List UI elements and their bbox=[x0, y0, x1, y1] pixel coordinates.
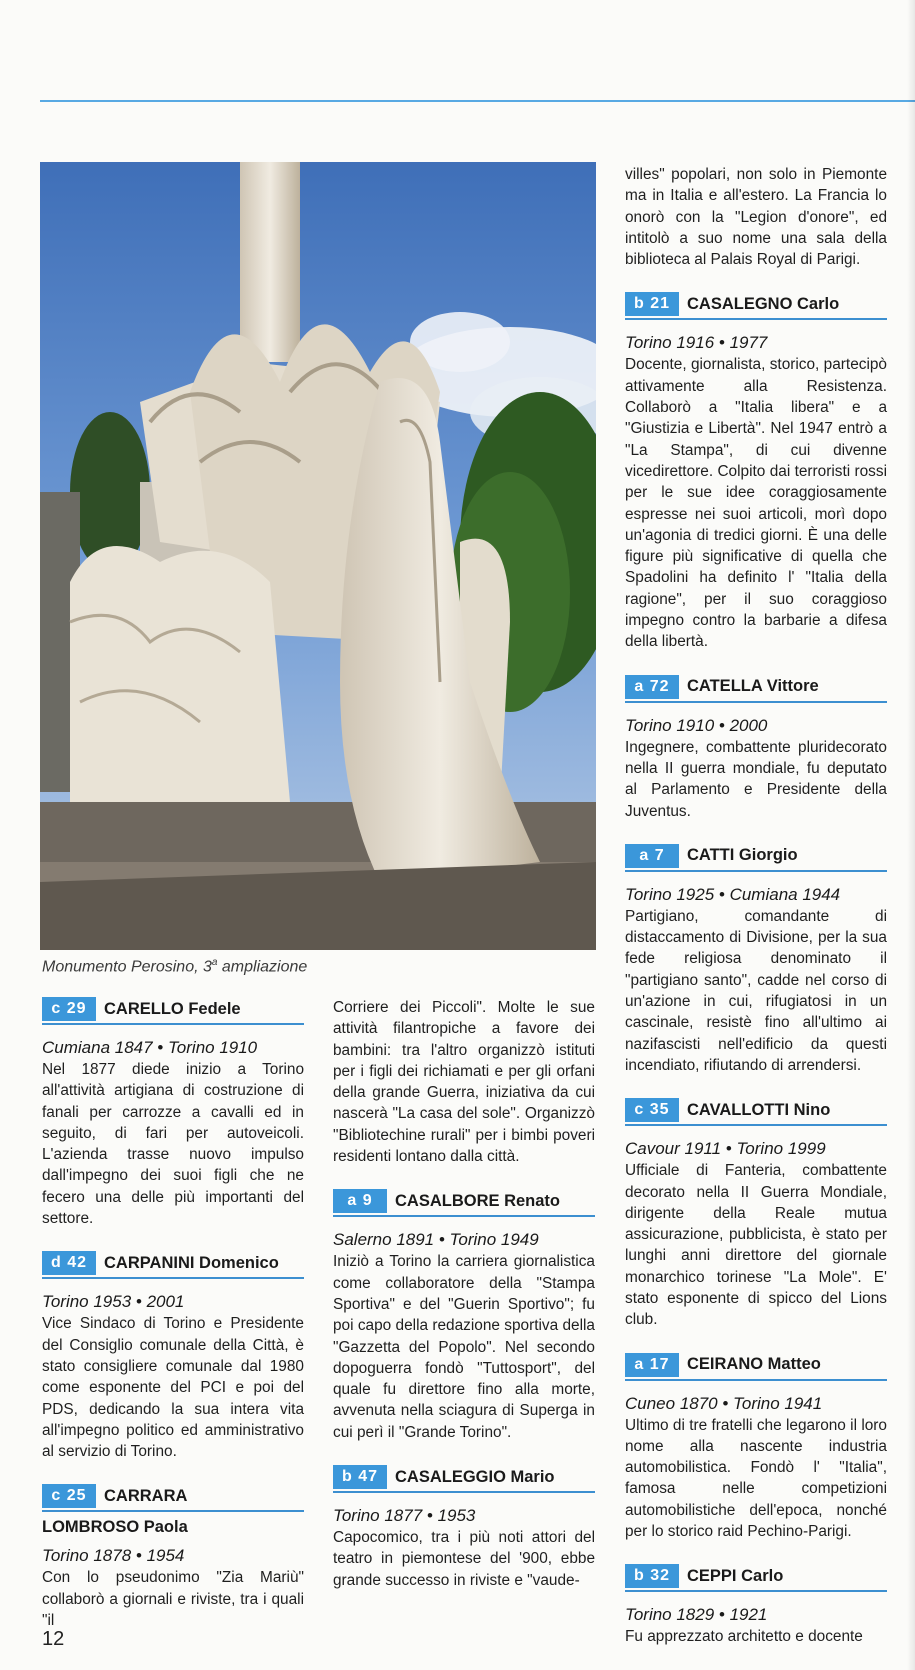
page-edge-shadow bbox=[907, 0, 915, 1670]
entry-header bbox=[625, 1353, 887, 1381]
entry-header bbox=[625, 292, 887, 320]
entry-dates: Salerno 1891 • Torino 1949 bbox=[333, 1230, 539, 1250]
entry-header bbox=[625, 844, 887, 872]
entry-dates: Torino 1953 • 2001 bbox=[42, 1292, 185, 1312]
entry-casaleggio bbox=[333, 1465, 595, 1591]
entry-dates: Cavour 1911 • Torino 1999 bbox=[625, 1139, 826, 1159]
location-badge: a 17 bbox=[625, 1353, 679, 1377]
entry-text: Iniziò a Torino la carriera giornalistica come collaboratore della "Stampa Sportiva" e del "Guerin Sportivo"; fu poi capo della redazione sportiva della "Gazzetta del Popolo". Nel secondo dopoguerra fondò "Tuttosport", del quale fu direttore fino alla morte, avvenuta nella sciagura di Superga in cui perì il "Grande Torino". bbox=[333, 1253, 595, 1441]
entry-name: CATELLA Vittore bbox=[687, 677, 819, 696]
entry-text: Capocomico, tra i più noti attori del teatro in piemontese del '900, ebbe grande successo in riviste e "vaude- bbox=[333, 1529, 595, 1589]
location-badge: b 32 bbox=[625, 1564, 679, 1588]
entry-dates: Cumiana 1847 • Torino 1910 bbox=[42, 1038, 258, 1057]
entry-text: Vice Sindaco di Torino e Presidente del Consiglio comunale della Città, è stato consigliere comunale dal 1980 come esponente del PCI e poi del PDS, dedicando la sua intera vita all'impegno politico ed amministrativo al servizio di Torino. bbox=[42, 1315, 304, 1461]
entry-text: Con lo pseudonimo "Zia Mariù" collaborò a giornali e riviste, tra i quali "il bbox=[42, 1569, 304, 1630]
entry-text: Corriere dei Piccoli". Molte le sue attività filantropiche a favore dei bambini: tra l'altro organizzò istituti per i figli dei richiamati e per gli orfani della grande Guerra, iniziativa da cui nascerà "La casa del sole". Organizzò "Bibliotechine rurali" per i bimbi poveri residenti lontano dalla città. bbox=[333, 999, 595, 1166]
header-rule bbox=[40, 100, 915, 102]
entry-header bbox=[42, 997, 304, 1025]
entry-carrara-continued bbox=[333, 997, 595, 1167]
entry-dates: Torino 1910 • 2000 bbox=[625, 715, 768, 735]
entry-dates: Torino 1878 • 1954 bbox=[42, 1546, 185, 1566]
location-badge: a 7 bbox=[625, 844, 679, 868]
entry-header bbox=[42, 1251, 304, 1279]
entry-name: CATTI Giorgio bbox=[687, 846, 798, 865]
location-badge: c 29 bbox=[42, 997, 96, 1021]
entry-catti bbox=[625, 844, 887, 1076]
entry-cavallotti bbox=[625, 1098, 887, 1330]
monument-illustration bbox=[40, 162, 596, 950]
entry-text: Ingegnere, combattente pluridecorato nella II guerra mondiale, fu deputato al Parlamento e Presidente della Juventus. bbox=[625, 738, 887, 820]
entry-name: CARRARA bbox=[104, 1486, 188, 1505]
entry-text: Partigiano, comandante di distaccamento di Divisione, per la sua fede religiosa denominato il "partigiano santo", cadde nel corso di un'azione in cui, rifugiatosi in un cascinale, resistè fino all'ultimo ai nazifascisti nell'edificio da questi incendiato, rifiutando di arrendersi. bbox=[625, 907, 887, 1074]
location-badge: d 42 bbox=[42, 1251, 96, 1275]
entry-header bbox=[625, 675, 887, 703]
column-left bbox=[42, 997, 304, 1653]
entry-name: CARELLO Fedele bbox=[104, 999, 241, 1018]
entry-carello bbox=[42, 997, 304, 1229]
entry-header bbox=[625, 1564, 887, 1592]
entry-dates: Torino 1925 • Cumiana 1944 bbox=[625, 884, 841, 904]
photo-caption: Monumento Perosino, 3$^a$ ampliazione bbox=[42, 957, 308, 976]
entry-carrara bbox=[42, 1484, 304, 1631]
entry-dates: Torino 1877 • 1953 bbox=[333, 1506, 476, 1526]
entry-header bbox=[625, 1098, 887, 1126]
monument-photo bbox=[40, 162, 596, 950]
location-badge: a 72 bbox=[625, 675, 679, 699]
page-number: 12 bbox=[42, 1628, 65, 1650]
entry-ceppi bbox=[625, 1564, 887, 1647]
entry-name: CASALEGNO Carlo bbox=[687, 294, 840, 313]
entry-text: Docente, giornalista, storico, partecipò attivamente alla Resistenza. Collaborò a "Italia libera" e a "Giustizia e Libertà". Nel 1947 entrò a "La Stampa", di cui divenne vicedirettore. Colpito dai terroristi rossi per le sue idee coraggiosamente espresse nei suoi articoli, morì dopo un'agonia di tredici giorni. È una delle figure più significative di quella che Spadolini ha definito l' "Italia della ragione", per il suo coraggioso impegno contro la barbarie a difesa della libertà. bbox=[625, 356, 887, 651]
entry-casalbore bbox=[333, 1189, 595, 1443]
entry-carpanini bbox=[42, 1251, 304, 1462]
entry-header bbox=[333, 1465, 595, 1493]
location-badge: c 35 bbox=[625, 1098, 679, 1122]
entry-name: CEPPI Carlo bbox=[687, 1566, 784, 1585]
entry-ceirano bbox=[625, 1353, 887, 1543]
entry-name: CASALEGGIO Mario bbox=[395, 1467, 555, 1486]
entry-text: Ufficiale di Fanteria, combattente decorato nella II Guerra Mondiale, dirigente della Reale mutua assicurazione, pubblicista, è stato per lunghi anni direttore del giornale monarchico torinese "La Mole". E' stato esponente di spicco del Lions club. bbox=[625, 1162, 887, 1329]
entry-name: CEIRANO Matteo bbox=[687, 1355, 821, 1374]
entry-dates: Torino 1916 • 1977 bbox=[625, 333, 768, 353]
entry-name: CAVALLOTTI Nino bbox=[687, 1100, 831, 1119]
entry-name: CARPANINI Domenico bbox=[104, 1253, 279, 1272]
entry-catella bbox=[625, 675, 887, 822]
entry-dates: Cuneo 1870 • Torino 1941 bbox=[625, 1393, 823, 1413]
entry-dates: Torino 1829 • 1921 bbox=[625, 1605, 768, 1625]
entry-header bbox=[42, 1484, 304, 1512]
entry-casaleggio-continued bbox=[625, 164, 887, 270]
entry-text: Fu apprezzato architetto e docente bbox=[625, 1628, 863, 1646]
entry-name: CASALBORE Renato bbox=[395, 1191, 561, 1210]
entry-header bbox=[333, 1189, 595, 1217]
column-right bbox=[625, 164, 887, 1670]
location-badge: c 25 bbox=[42, 1484, 96, 1508]
entry-text: villes" popolari, non solo in Piemonte ma in Italia e all'estero. La Francia lo onorò con la "Legion d'onore", ed intitolò a suo nome una sala della biblioteca al Palais Royal di Parigi. bbox=[625, 166, 887, 269]
entry-name-continued: LOMBROSO Paola bbox=[42, 1518, 188, 1537]
entry-text: Ultimo di tre fratelli che legarono il loro nome alla nascente industria automobilistica. Fondò l' "Italia", famosa nelle competizioni automobilistiche dell'epoca, nonché per lo storico raid Pechino-Parigi. bbox=[625, 1416, 887, 1541]
entry-casalegno bbox=[625, 292, 887, 652]
location-badge: b 21 bbox=[625, 292, 679, 316]
location-badge: b 47 bbox=[333, 1465, 387, 1489]
location-badge: a 9 bbox=[333, 1189, 387, 1213]
column-middle bbox=[333, 997, 595, 1613]
entry-text: Nel 1877 diede inizio a Torino all'attività artigiana di costruzione di fanali per carrozze a cavalli ed in seguito, di fari per autoveicoli. L'azienda trasse nuovo impulso dall'impegno dei suoi figli che ne fecero una delle più importanti del settore. bbox=[42, 1061, 304, 1228]
